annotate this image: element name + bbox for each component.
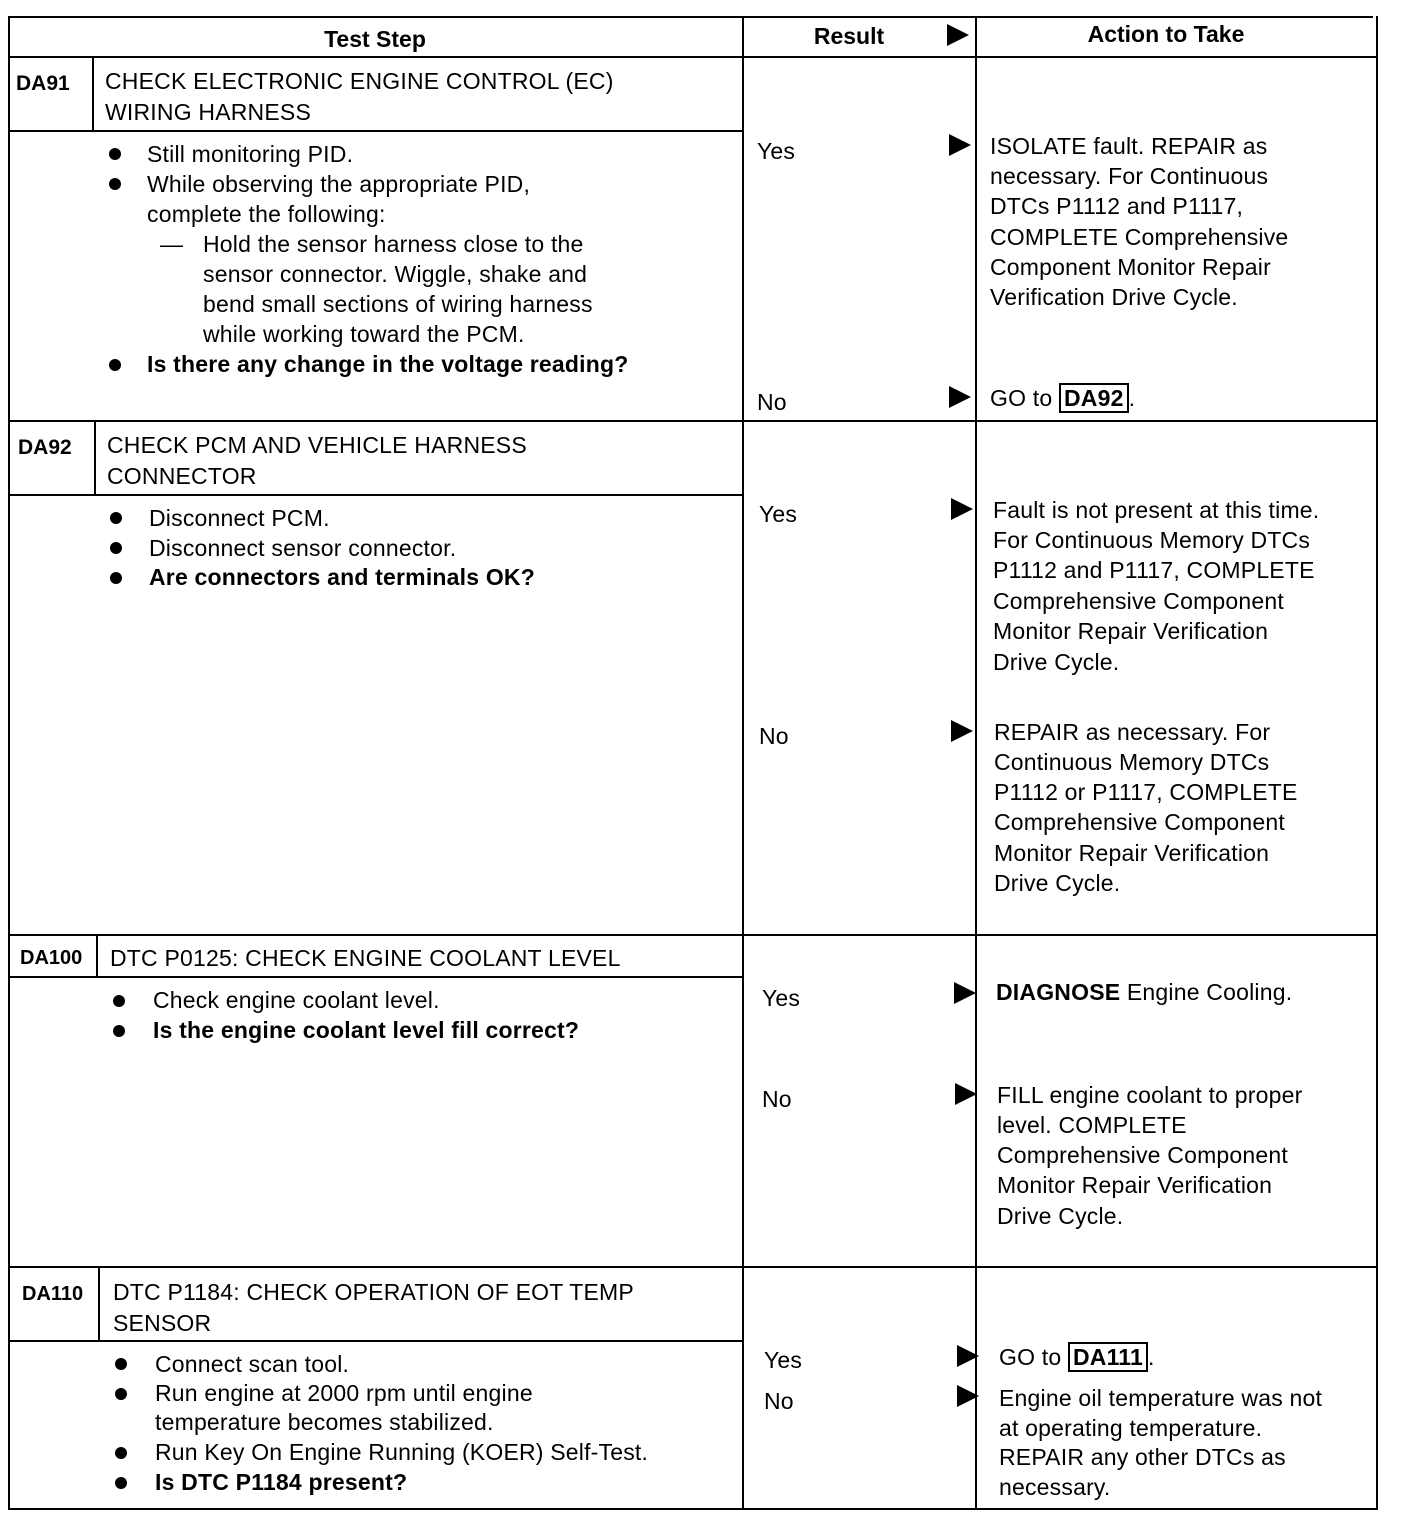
action-text: Monitor Repair Verification <box>993 618 1269 644</box>
action-text: Fault is not present at this time. <box>993 497 1320 523</box>
result-no: No <box>762 1086 792 1112</box>
step-text: Disconnect PCM. <box>149 505 330 531</box>
step-code: DA110 <box>22 1283 84 1305</box>
action-goto <box>999 1342 1155 1373</box>
result-yes: Yes <box>762 985 801 1011</box>
result-yes: Yes <box>757 138 796 164</box>
action-text: REPAIR as necessary. For <box>994 719 1271 745</box>
step-text: sensor connector. Wiggle, shake and <box>203 261 588 287</box>
goto-label: GO to <box>990 385 1053 411</box>
bullet-icon <box>115 1447 127 1459</box>
step-code: DA91 <box>16 72 70 95</box>
result-no: No <box>757 389 787 415</box>
action-text: Comprehensive Component <box>997 1142 1288 1168</box>
step-title-line: SENSOR <box>113 1310 212 1336</box>
action-text: Comprehensive Component <box>993 588 1284 614</box>
step-question: Is DTC P1184 present? <box>155 1469 408 1495</box>
step-reference-link[interactable]: DA92 <box>1059 383 1129 413</box>
action-text: DTCs P1112 and P1117, <box>990 193 1244 219</box>
step-text: Still monitoring PID. <box>147 141 354 167</box>
step-question: Is there any change in the voltage reading? <box>147 351 629 377</box>
step-question: Are connectors and terminals OK? <box>149 564 535 590</box>
step-code: DA92 <box>18 436 72 459</box>
row-sep-3 <box>8 1266 1378 1268</box>
action-text: Monitor Repair Verification <box>997 1172 1273 1198</box>
bullet-icon <box>113 995 125 1007</box>
action-text: necessary. For Continuous <box>990 163 1269 189</box>
action-text: necessary. <box>999 1474 1111 1500</box>
action-text: P1112 or P1117, COMPLETE <box>994 779 1298 805</box>
result-arrow-icon <box>957 1385 979 1407</box>
action-text: COMPLETE Comprehensive <box>990 224 1289 250</box>
step-title-line: CHECK PCM AND VEHICLE HARNESS <box>107 432 527 458</box>
step-title-line: CHECK ELECTRONIC ENGINE CONTROL (EC) <box>105 68 614 94</box>
bullet-icon <box>109 359 121 371</box>
header-test-step: Test Step <box>324 26 426 52</box>
left-border <box>8 16 10 1510</box>
action-diagnose <box>996 977 1292 1008</box>
result-arrow-icon <box>954 982 976 1004</box>
bullet-icon <box>109 178 121 190</box>
bullet-icon <box>113 1025 125 1037</box>
action-text: Drive Cycle. <box>997 1203 1124 1229</box>
dash-marker: — <box>160 231 184 257</box>
bullet-icon <box>109 148 121 160</box>
action-text: at operating temperature. <box>999 1415 1263 1441</box>
step-title-line: DTC P1184: CHECK OPERATION OF EOT TEMP <box>113 1279 634 1305</box>
step-text: complete the following: <box>147 201 386 227</box>
bullet-icon <box>110 512 122 524</box>
action-text: For Continuous Memory DTCs <box>993 527 1311 553</box>
step-title-line: WIRING HARNESS <box>105 99 311 125</box>
row-sep-2 <box>8 934 1378 936</box>
bottom-border <box>8 1508 1378 1510</box>
goto-label: GO to <box>999 1344 1062 1370</box>
row2-code-sep <box>94 420 96 496</box>
step-text: Run engine at 2000 rpm until engine <box>155 1380 533 1406</box>
action-text: Verification Drive Cycle. <box>990 284 1238 310</box>
action-text: Continuous Memory DTCs <box>994 749 1270 775</box>
action-text: Engine Cooling. <box>1120 979 1293 1005</box>
bullet-icon <box>115 1388 127 1400</box>
goto-period: . <box>1128 385 1136 411</box>
action-keyword: DIAGNOSE <box>996 979 1121 1005</box>
row2-title-divider <box>8 494 742 496</box>
step-text: temperature becomes stabilized. <box>155 1409 494 1435</box>
top-border <box>8 16 1373 18</box>
action-text: REPAIR any other DTCs as <box>999 1444 1286 1470</box>
step-text: bend small sections of wiring harness <box>203 291 593 317</box>
goto-period: . <box>1148 1344 1155 1370</box>
right-border <box>1376 16 1378 1510</box>
result-yes: Yes <box>764 1347 803 1373</box>
action-text: Engine oil temperature was not <box>999 1385 1323 1411</box>
action-goto <box>990 383 1135 414</box>
bullet-icon <box>110 542 122 554</box>
step-code: DA100 <box>20 947 83 969</box>
action-text: P1112 and P1117, COMPLETE <box>993 557 1315 583</box>
row1-title-divider <box>8 130 742 132</box>
result-arrow-icon <box>949 386 971 408</box>
row3-code-sep <box>96 934 98 978</box>
row4-code-sep <box>98 1266 100 1342</box>
result-no: No <box>764 1388 794 1414</box>
action-text: Drive Cycle. <box>994 870 1121 896</box>
result-no: No <box>759 723 789 749</box>
step-title-line: DTC P0125: CHECK ENGINE COOLANT LEVEL <box>110 945 621 971</box>
result-arrow-icon <box>951 720 973 742</box>
step-text: while working toward the PCM. <box>203 321 525 347</box>
step-reference-link[interactable]: DA111 <box>1068 1342 1148 1372</box>
step-text: Check engine coolant level. <box>153 987 440 1013</box>
result-yes: Yes <box>759 501 798 527</box>
result-arrow-icon <box>955 1083 977 1105</box>
row4-title-divider <box>8 1340 742 1342</box>
action-text: level. COMPLETE <box>997 1112 1187 1138</box>
col-sep-result <box>742 16 744 1510</box>
action-text: Drive Cycle. <box>993 649 1120 675</box>
step-text: Disconnect sensor connector. <box>149 535 457 561</box>
result-arrow-icon <box>957 1345 979 1367</box>
header-divider <box>8 56 1378 58</box>
header-result: Result <box>813 23 885 49</box>
result-arrow-icon <box>949 134 971 156</box>
step-text: Run Key On Engine Running (KOER) Self-Test. <box>155 1439 649 1465</box>
bullet-icon <box>110 572 122 584</box>
row1-code-sep <box>92 56 94 132</box>
step-text: Hold the sensor harness close to the <box>203 231 584 257</box>
step-text: While observing the appropriate PID, <box>147 171 531 197</box>
action-text: FILL engine coolant to proper <box>997 1082 1303 1108</box>
header-action: Action to Take <box>1087 21 1245 47</box>
result-arrow-icon <box>951 498 973 520</box>
step-text: Connect scan tool. <box>155 1351 350 1377</box>
step-question: Is the engine coolant level fill correct? <box>153 1017 580 1043</box>
bullet-icon <box>115 1477 127 1489</box>
bullet-icon <box>115 1358 127 1370</box>
header-arrow-icon <box>947 24 969 46</box>
action-text: Comprehensive Component <box>994 809 1285 835</box>
col-sep-action <box>975 16 977 1510</box>
action-text: Component Monitor Repair <box>990 254 1271 280</box>
row3-title-divider <box>8 976 742 978</box>
row-sep-1 <box>8 420 1378 422</box>
action-text: ISOLATE fault. REPAIR as <box>990 133 1268 159</box>
action-text: Monitor Repair Verification <box>994 840 1270 866</box>
step-title-line: CONNECTOR <box>107 463 257 489</box>
